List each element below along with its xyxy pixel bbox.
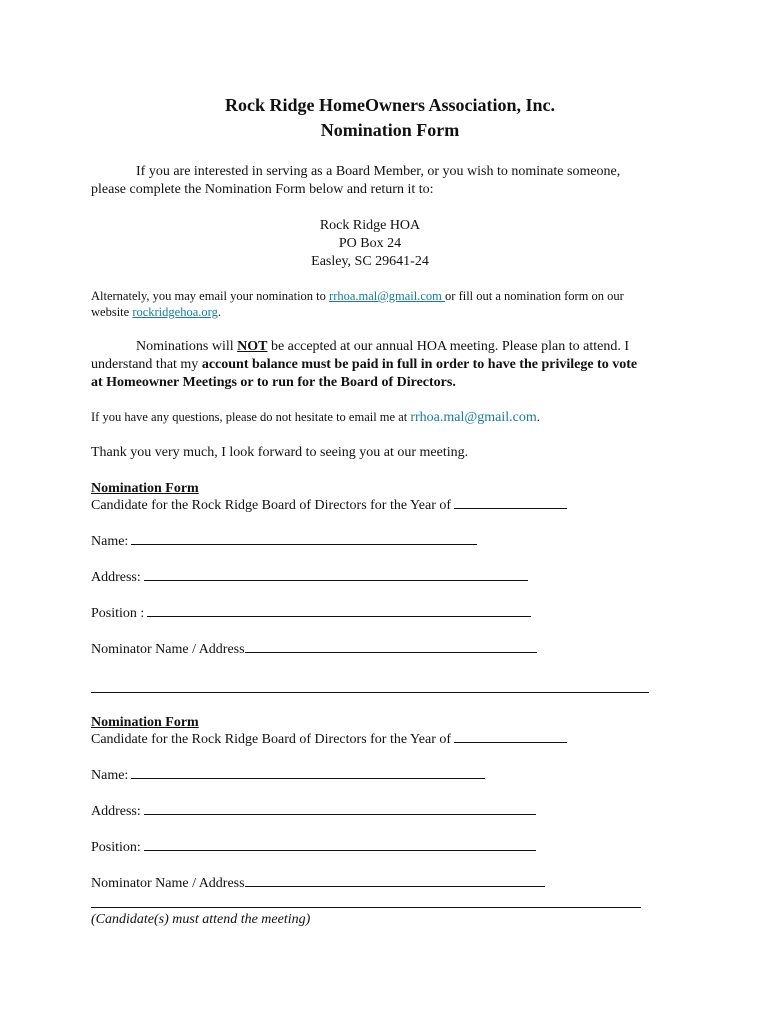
address-line-1: Rock Ridge HOA <box>319 218 421 233</box>
form2-heading: Nomination Form <box>91 715 199 730</box>
form1-name-row <box>91 534 477 550</box>
form2-name-field[interactable] <box>131 777 485 779</box>
form2-year-field[interactable] <box>454 741 567 743</box>
form1-heading: Nomination Form <box>91 481 199 496</box>
website-link[interactable]: rockridgehoa.org <box>132 305 218 319</box>
email-link[interactable]: rrhoa.mal@gmail.com <box>329 289 446 303</box>
notice-line2-pre: understand that my <box>91 357 202 372</box>
email-para-post: or fill out a nomination form on our <box>445 289 624 303</box>
intro-line-1: If you are interested in serving as a Board Member, or you wish to nominate someone, <box>136 164 621 179</box>
questions-pre: If you have any questions, please do not hesitate to email me at <box>91 410 411 424</box>
notice-post: be accepted at our annual HOA meeting. Please plan to attend. I <box>267 339 630 354</box>
form1-nominator-label: Nominator Name / Address <box>91 642 245 657</box>
form2-address-row <box>91 804 536 820</box>
form2-address-label: Address: <box>91 804 141 819</box>
form2-nominator-field[interactable] <box>245 885 545 887</box>
form2-position-label: Position: <box>91 840 141 855</box>
questions-post: . <box>536 410 540 424</box>
form2-position-row <box>91 840 536 856</box>
footer-note: (Candidate(s) must attend the meeting) <box>91 912 311 927</box>
notice-line2-bold: account balance must be paid in full in order to have the privilege to vote <box>201 357 638 372</box>
form1-position-label: Position : <box>91 606 145 621</box>
email-paragraph-line-2 <box>91 305 221 320</box>
notice-line-3: at Homeowner Meetings or to run for the Board of Directors. <box>91 375 456 390</box>
thanks-line: Thank you very much, I look forward to seeing you at our meeting. <box>91 445 469 460</box>
notice-not: NOT <box>237 339 268 354</box>
form2-position-field[interactable] <box>144 849 536 851</box>
form1-candidate-row <box>91 498 567 514</box>
form2-candidate-label: Candidate for the Rock Ridge Board of Directors for the Year of <box>91 732 452 747</box>
form2-nominator-row <box>91 876 545 892</box>
form1-name-field[interactable] <box>131 543 477 545</box>
notice-line-1 <box>136 339 629 355</box>
address-line-3: Easley, SC 29641-24 <box>311 254 429 269</box>
website-pre: website <box>91 305 133 319</box>
page-subtitle: Nomination Form <box>320 120 460 140</box>
email-para-pre: Alternately, you may email your nomination to <box>91 289 330 303</box>
website-post: . <box>217 305 221 319</box>
form2-address-field[interactable] <box>144 813 536 815</box>
email-paragraph-line-1 <box>91 289 624 304</box>
form2-name-row <box>91 768 485 784</box>
form2-candidate-row <box>91 732 567 748</box>
form1-nominator-row <box>91 642 537 658</box>
page-title: Rock Ridge HomeOwners Association, Inc. <box>225 95 555 115</box>
notice-line-2 <box>91 357 637 373</box>
address-line-2: PO Box 24 <box>338 236 402 251</box>
form1-year-field[interactable] <box>454 507 567 509</box>
form1-position-field[interactable] <box>147 615 531 617</box>
questions-email-link[interactable]: rrhoa.mal@gmail.com <box>410 410 537 425</box>
form1-nominator-field[interactable] <box>245 651 537 653</box>
form1-address-row <box>91 570 528 586</box>
form1-address-field[interactable] <box>144 579 528 581</box>
form2-nominator-extra-line[interactable] <box>91 907 641 908</box>
form1-name-label: Name: <box>91 534 129 549</box>
form2-nominator-label: Nominator Name / Address <box>91 876 245 891</box>
form2-name-label: Name: <box>91 768 129 783</box>
form1-candidate-label: Candidate for the Rock Ridge Board of Directors for the Year of <box>91 498 452 513</box>
intro-line-2: please complete the Nomination Form below and return it to: <box>91 182 434 197</box>
questions-line <box>91 410 540 426</box>
form1-nominator-extra-line[interactable] <box>91 692 649 693</box>
form1-position-row <box>91 606 531 622</box>
notice-pre: Nominations will <box>136 339 238 354</box>
form1-address-label: Address: <box>91 570 141 585</box>
